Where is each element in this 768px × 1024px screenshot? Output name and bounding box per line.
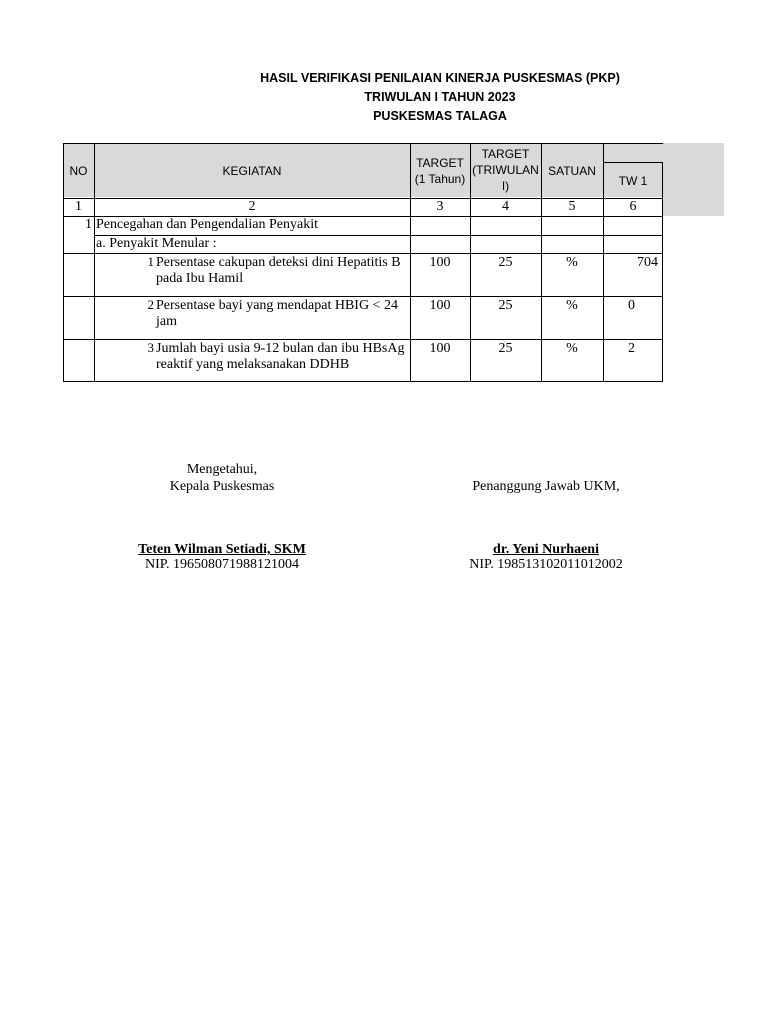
title-line-3: PUSKESMAS TALAGA xyxy=(373,109,507,123)
sig-left-greeting: Mengetahui, xyxy=(186,462,258,477)
row-number: 1 xyxy=(147,254,154,269)
row-kegiatan: Jumlah bayi usia 9-12 bulan dan ibu HBsAg reaktif yang melaksanakan DDHB xyxy=(156,341,405,372)
row-number: 3 xyxy=(147,340,154,355)
row-satuan: % xyxy=(566,341,578,356)
row-target-tahun: 100 xyxy=(429,255,451,270)
col-number: 3 xyxy=(436,199,444,214)
col-number: 6 xyxy=(629,199,637,214)
col-header-satuan: SATUAN xyxy=(548,164,596,178)
row-tw1: 0 xyxy=(628,298,635,313)
sig-right-name: dr. Yeni Nurhaeni xyxy=(493,542,599,557)
subsection-label: a. Penyakit Menular : xyxy=(96,236,217,251)
col-number: 4 xyxy=(502,199,509,214)
row-kegiatan: Persentase cakupan deteksi dini Hepatitis B pada Ibu Hamil xyxy=(156,255,401,286)
section-label: Pencegahan dan Pengendalian Penyakit xyxy=(96,217,318,232)
row-kegiatan: Persentase bayi yang mendapat HBIG < 24 jam xyxy=(156,298,398,329)
row-satuan: % xyxy=(566,255,578,270)
row-tw1: 2 xyxy=(628,341,635,356)
col-header-tw1: TW 1 xyxy=(618,174,648,188)
sig-right-role: Penanggung Jawab UKM, xyxy=(472,479,620,494)
row-target-tahun: 100 xyxy=(429,341,451,356)
col-number: 2 xyxy=(248,199,256,214)
col-header-no: NO xyxy=(69,164,88,178)
col-header-kegiatan: KEGIATAN xyxy=(222,164,282,178)
title-line-1: HASIL VERIFIKASI PENILAIAN KINERJA PUSKESMAS (PKP) xyxy=(260,71,620,85)
row-target-triwulan: 25 xyxy=(498,341,513,356)
col-number: 1 xyxy=(75,199,82,214)
sig-left-name: Teten Wilman Setiadi, SKM xyxy=(138,542,306,557)
table-header-overflow-bg xyxy=(663,143,724,216)
sig-left-role: Kepala Puskesmas xyxy=(169,479,275,494)
row-number: 2 xyxy=(147,297,154,312)
col-number: 5 xyxy=(568,199,576,214)
row-target-triwulan: 25 xyxy=(498,298,513,313)
row-target-triwulan: 25 xyxy=(498,255,513,270)
row-satuan: % xyxy=(566,298,578,313)
sig-right-nip: NIP. 198513102011012002 xyxy=(469,557,623,572)
title-line-2: TRIWULAN I TAHUN 2023 xyxy=(364,90,516,104)
row-target-tahun: 100 xyxy=(429,298,451,313)
col-header-target-triwulan: TARGET (TRIWULAN I) xyxy=(472,147,539,193)
section-number: 1 xyxy=(85,217,92,232)
row-tw1: 704 xyxy=(637,255,658,270)
sig-left-nip: NIP. 196508071988121004 xyxy=(144,557,299,572)
col-header-target-tahun: TARGET (1 Tahun) xyxy=(414,156,466,186)
